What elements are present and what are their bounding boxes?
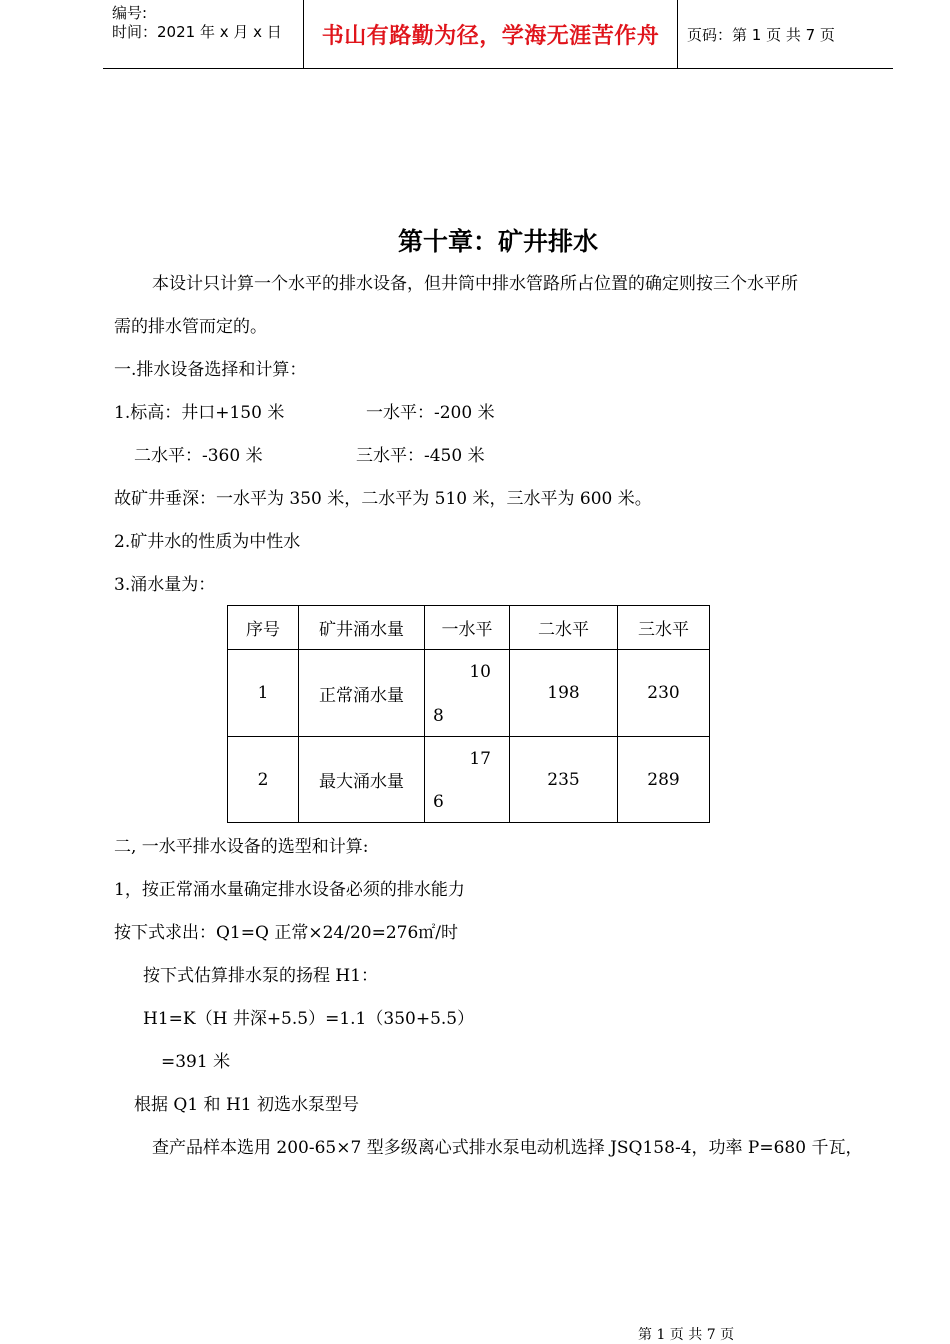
elevation-level-2: 二水平：-360 米: [134, 446, 263, 466]
header-meta: [103, 0, 304, 68]
table-header-cell: 一水平: [425, 606, 510, 650]
inflow-label: 3.涌水量为：: [114, 575, 216, 595]
table-cell-no: 2: [228, 737, 299, 823]
pump-selection: 查产品样本选用 200-65×7 型多级离心式排水泵电动机选择 JSQ158-4，功率 P=680 千瓦，: [152, 1138, 863, 1158]
page-footer: 第 1 页 共 7 页: [638, 1327, 735, 1343]
chapter-title: 第十章：矿井排水: [397, 227, 598, 256]
formula-q1: 按下式求出：Q1=Q 正常×24/20=276㎡/时: [114, 923, 458, 943]
table-cell-level1-part: 6: [433, 792, 444, 812]
table-header-cell: 序号: [228, 606, 299, 650]
elevation-level-3: 三水平：-450 米: [356, 446, 485, 466]
table-cell-level1-part: 17: [469, 749, 491, 769]
section-heading-2: 二, 一水平排水设备的选型和计算:: [114, 837, 369, 857]
table-header-cell: 二水平: [510, 606, 618, 650]
table-row: [228, 737, 710, 823]
section-heading-1: 一.排水设备选择和计算：: [114, 360, 307, 380]
table-cell-level1: [425, 650, 510, 737]
table-cell-level1: [425, 737, 510, 823]
inflow-table: [227, 605, 710, 823]
table-cell-level3: 230: [618, 650, 710, 737]
formula-h1: H1=K（H 井深+5.5）=1.1（350+5.5）: [143, 1009, 475, 1029]
header-page-info: 页码：第 1 页 共 7 页: [687, 26, 835, 44]
table-row: [228, 650, 710, 737]
elevation-level-1: 一水平：-200 米: [366, 403, 495, 423]
elevation-wellhead: 1.标高：井口+150 米: [114, 403, 285, 423]
water-nature: 2.矿井水的性质为中性水: [114, 532, 301, 552]
table-header-cell: 三水平: [618, 606, 710, 650]
step-1: 1，按正常涌水量确定排水设备必须的排水能力: [114, 880, 465, 900]
vertical-depth: 故矿井垂深：一水平为 350 米，二水平为 510 米，三水平为 600 米。: [114, 489, 652, 509]
intro-line-1: 本设计只计算一个水平的排水设备，但井筒中排水管路所占位置的确定则按三个水平所: [152, 274, 798, 294]
table-cell-level1-part: 10: [469, 662, 491, 682]
table-cell-no: 1: [228, 650, 299, 737]
table-cell-level2: 235: [510, 737, 618, 823]
pump-basis: 根据 Q1 和 H1 初选水泵型号: [134, 1095, 360, 1115]
table-cell-level1-part: 8: [433, 706, 444, 726]
intro-line-2: 需的排水管而定的。: [114, 317, 267, 337]
page-header: [103, 0, 893, 69]
table-cell-type: 正常涌水量: [299, 650, 425, 737]
table-header-cell: 矿井涌水量: [299, 606, 425, 650]
head-intro: 按下式估算排水泵的扬程 H1：: [143, 966, 379, 986]
formula-h1-result: =391 米: [161, 1052, 231, 1072]
table-cell-level2: 198: [510, 650, 618, 737]
table-cell-type: 最大涌水量: [299, 737, 425, 823]
time-label: 时间：2021 年 x 月 x 日: [112, 23, 282, 41]
header-slogan: 书山有路勤为径，学海无涯苦作舟: [304, 0, 678, 68]
table-header-row: [228, 606, 710, 650]
table-cell-level3: 289: [618, 737, 710, 823]
serial-label: 编号:: [112, 4, 148, 22]
